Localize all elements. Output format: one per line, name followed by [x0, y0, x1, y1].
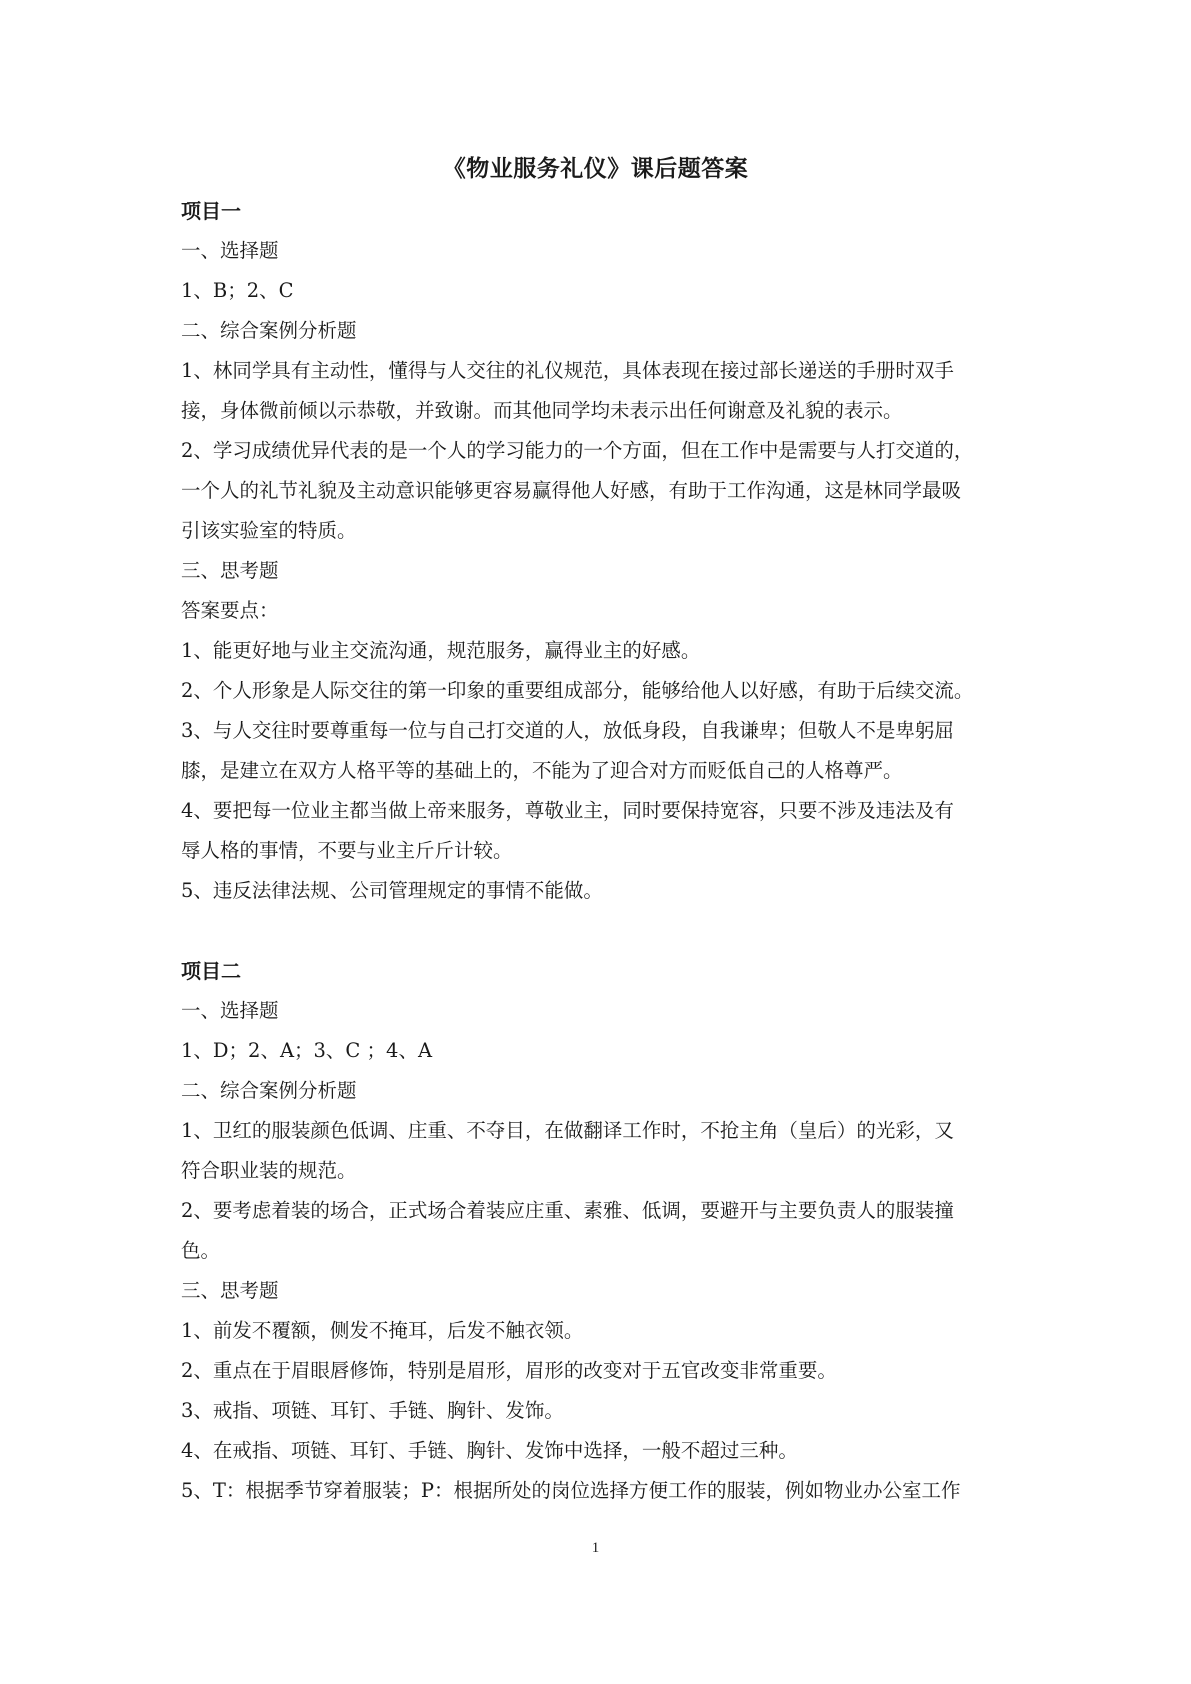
thinking-answer-1: 1、能更好地与业主交流沟通，规范服务，赢得业主的好感。: [181, 639, 701, 662]
case-answer-1-line-2: 符合职业装的规范。: [181, 1159, 357, 1182]
thinking-answer-3-line-1: 3、与人交往时要尊重每一位与自己打交道的人，放低身段，自我谦卑；但敬人不是卑躬屈: [181, 719, 954, 742]
answer-points-label: 答案要点：: [181, 599, 279, 622]
project-one-section: [181, 191, 1017, 911]
thinking-questions-heading: 三、思考题: [181, 1279, 279, 1302]
case-answer-2-line-2: 一个人的礼节礼貌及主动意识能够更容易赢得他人好感，有助于工作沟通，这是林同学最吸: [181, 479, 962, 502]
thinking-answer-5: 5、T：根据季节穿着服装；P：根据所处的岗位选择方便工作的服装，例如物业办公室工作: [181, 1479, 961, 1502]
thinking-answer-3: 3、戒指、项链、耳钉、手链、胸针、发饰。: [181, 1399, 564, 1422]
thinking-answer-3-line-2: 膝，是建立在双方人格平等的基础上的，不能为了迎合对方而贬低自己的人格尊严。: [181, 759, 903, 782]
document-title: 《物业服务礼仪》课后题答案: [442, 155, 749, 182]
thinking-answer-1: 1、前发不覆额，侧发不掩耳，后发不触衣领。: [181, 1319, 584, 1342]
case-analysis-heading: 二、综合案例分析题: [181, 1079, 357, 1102]
case-answer-2-line-1: 2、学习成绩优异代表的是一个人的学习能力的一个方面，但在工作中是需要与人打交道的，: [181, 439, 974, 462]
case-answer-2-line-3: 引该实验室的特质。: [181, 519, 357, 542]
choice-questions-heading: 一、选择题: [181, 239, 279, 262]
thinking-answer-2: 2、重点在于眉眼唇修饰，特别是眉形，眉形的改变对于五官改变非常重要。: [181, 1359, 837, 1382]
thinking-answer-5: 5、违反法律法规、公司管理规定的事情不能做。: [181, 879, 603, 902]
project-two-heading: 项目二: [181, 959, 241, 983]
case-answer-1-line-1: 1、林同学具有主动性，懂得与人交往的礼仪规范，具体表现在接过部长递送的手册时双手: [181, 359, 954, 382]
case-answer-2-line-1: 2、要考虑着装的场合，正式场合着装应庄重、素雅、低调，要避开与主要负责人的服装撞: [181, 1199, 954, 1222]
thinking-answer-4: 4、在戒指、项链、耳钉、手链、胸针、发饰中选择，一般不超过三种。: [181, 1439, 798, 1462]
thinking-answer-4-line-2: 辱人格的事情，不要与业主斤斤计较。: [181, 839, 513, 862]
document-body: [181, 191, 1017, 1511]
project-one-heading: 项目一: [181, 199, 241, 223]
section-spacer: [181, 911, 1017, 951]
thinking-questions-heading: 三、思考题: [181, 559, 279, 582]
page-number: 1: [591, 1540, 600, 1556]
choice-questions-heading: 一、选择题: [181, 999, 279, 1022]
thinking-answer-2: 2、个人形象是人际交往的第一印象的重要组成部分，能够给他人以好感，有助于后续交流。: [181, 679, 974, 702]
case-analysis-heading: 二、综合案例分析题: [181, 319, 357, 342]
choice-answers: 1、B；2、C: [181, 279, 294, 302]
case-answer-1-line-2: 接，身体微前倾以示恭敬，并致谢。而其他同学均未表示出任何谢意及礼貌的表示。: [181, 399, 903, 422]
case-answer-2-line-2: 色。: [181, 1239, 221, 1262]
project-two-section: [181, 951, 1017, 1511]
thinking-answer-4-line-1: 4、要把每一位业主都当做上帝来服务，尊敬业主，同时要保持宽容，只要不涉及违法及有: [181, 799, 954, 822]
choice-answers: 1、D；2、A；3、C ；4、A: [181, 1039, 433, 1062]
case-answer-1-line-1: 1、卫红的服装颜色低调、庄重、不夺目，在做翻译工作时，不抢主角（皇后）的光彩，又: [181, 1119, 954, 1142]
